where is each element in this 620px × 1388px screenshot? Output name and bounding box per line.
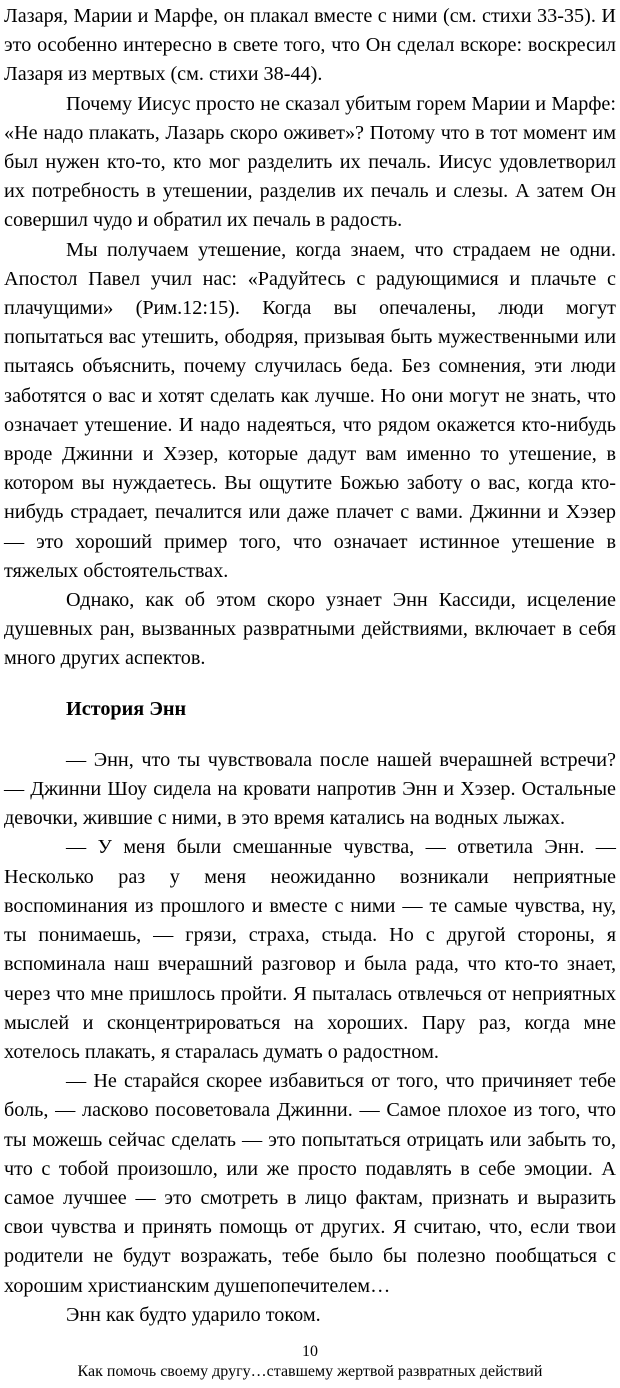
page-number: 10	[302, 1343, 318, 1360]
paragraph: — Не старайся скорее избавиться от того, что причиняет тебе боль, — ласково посоветовала Джинни. — Самое плохое из того, что ты можешь сейчас сделать — это попытаться отрицать или забыть то, что с тобой произошло, или же просто подавлять в себе эмоции. А самое лучшее — это смотреть в лицо фактам, признать и выразить свои чувства и принять помощь от других. Я считаю, что, если твои родители не будут возражать, тебе было бы полезно пообщаться с хорошим христианским душепопечителем…	[4, 1070, 616, 1297]
paragraph: Мы получаем утешение, когда знаем, что страдаем не одни. Апостол Павел учил нас: «Радуйтесь с радующимися и плачьте с плачущими» (Рим.12:15). Когда вы опечалены, люди могут попытаться вас утешить, ободряя, призывая быть мужественными или пытаясь объяснить, почему случилась беда. Без сомнения, эти люди заботятся о вас и хотят сделать как лучше. Но они могут не знать, что означает утешение. И надо надеяться, что рядом окажется кто-нибудь вроде Джинни и Хэзер, которые дадут вам именно то утешение, в котором вы нуждаетесь. Вы ощутите Божью заботу о вас, когда кто-нибудь страдает, печалится или даже плачет с вами. Джинни и Хэзер — это хороший пример того, что означает истинное утешение в тяжелых обстоятельствах.	[4, 238, 616, 582]
paragraph: Лазаря, Марии и Марфе, он плакал вместе с ними (см. стихи 33-35). И это особенно интересно в свете того, что Он сделал вскоре: воскресил Лазаря из мертвых (см. стихи 38-44).	[4, 5, 616, 86]
paragraph: Почему Иисус просто не сказал убитым горем Марии и Марфе: «Не надо плакать, Лазарь скоро оживет»? Потому что в тот момент им был нужен кто-то, кто мог разделить их печаль. Иисус удовлетворил их потребность в утешении, разделив их печаль и слезы. А затем Он совершил чудо и обратил их печаль в радость.	[4, 92, 616, 232]
paragraph: Энн как будто ударило током.	[66, 1303, 321, 1326]
paragraph: Однако, как об этом скоро узнает Энн Кассиди, исцеление душевных ран, вызванных развратными действиями, включает в себя много других аспектов.	[4, 589, 616, 670]
section-heading: История Энн	[66, 697, 187, 720]
paragraph: — Энн, что ты чувствовала после нашей вчерашней встречи? — Джинни Шоу сидела на кровати напротив Энн и Хэзер. Остальные девочки, жившие с ними, в это время катались на водных лыжах.	[4, 748, 616, 830]
paragraph: — У меня были смешанные чувства, — ответила Энн. — Несколько раз у меня неожиданно возникали неприятные воспоминания из прошлого и вместе с ними — те самые чувства, ну, ты понимаешь, — грязи, страха, стыда. Но с другой стороны, я вспоминала наш вчерашний разговор и была рада, что кто-то знает, через что мне пришлось пройти. Я пыталась отвлечься от неприятных мыслей и сконцентрироваться на хороших. Пару раз, когда мне хотелось плакать, я старалась думать о радостном.	[4, 836, 616, 1063]
body-text	[4, 2, 616, 1330]
running-footer: Как помочь своему другу…ставшему жертвой развратных действий	[77, 1363, 543, 1380]
